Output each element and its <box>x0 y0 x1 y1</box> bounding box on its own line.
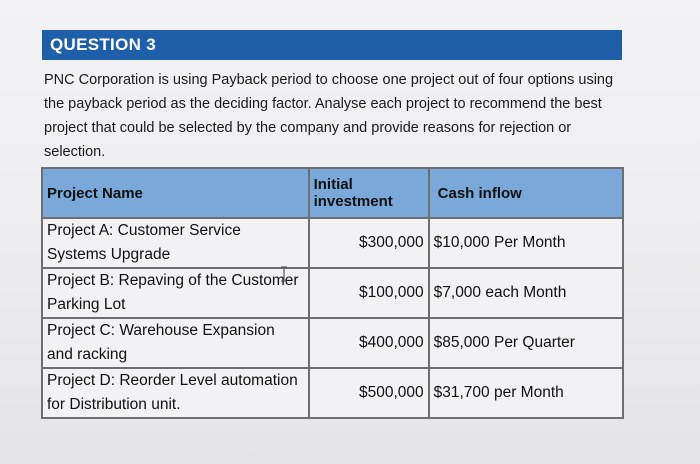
project-name-cell: Project B: Repaving of the Customer Parking Lot <box>42 268 309 318</box>
project-name-cell: Project D: Reorder Level automation for Distribution unit. <box>42 368 309 418</box>
investment-cell: $300,000 <box>309 218 429 268</box>
cash-inflow-cell: $85,000 Per Quarter <box>429 318 623 368</box>
question-title-bar <box>42 30 622 60</box>
cash-inflow-cell: $7,000 each Month <box>429 268 623 318</box>
i-beam-cursor-icon <box>279 266 289 282</box>
investment-cell: $500,000 <box>309 368 429 418</box>
table-header-row <box>42 168 623 218</box>
cash-inflow-cell: $10,000 Per Month <box>429 218 623 268</box>
projects-table <box>41 167 624 419</box>
header-cash-inflow: Cash inflow <box>429 168 623 218</box>
table-row <box>42 268 623 318</box>
question-title: QUESTION 3 <box>50 35 156 54</box>
header-initial-investment: Initial investment <box>309 168 429 218</box>
investment-cell: $100,000 <box>309 268 429 318</box>
table-row <box>42 368 623 418</box>
project-name-cell: Project A: Customer Service Systems Upgrade <box>42 218 309 268</box>
table-row <box>42 318 623 368</box>
question-text: PNC Corporation is using Payback period to choose one project out of four options using the payback period as the deciding factor. Analyse each project to recommend the best project that could be selected by the company and provide reasons for rejection or selection. <box>44 72 614 160</box>
table-row <box>42 218 623 268</box>
project-name-cell: Project C: Warehouse Expansion and racking <box>42 318 309 368</box>
investment-cell: $400,000 <box>309 318 429 368</box>
cash-inflow-cell: $31,700 per Month <box>429 368 623 418</box>
header-project-name: Project Name <box>42 168 309 218</box>
